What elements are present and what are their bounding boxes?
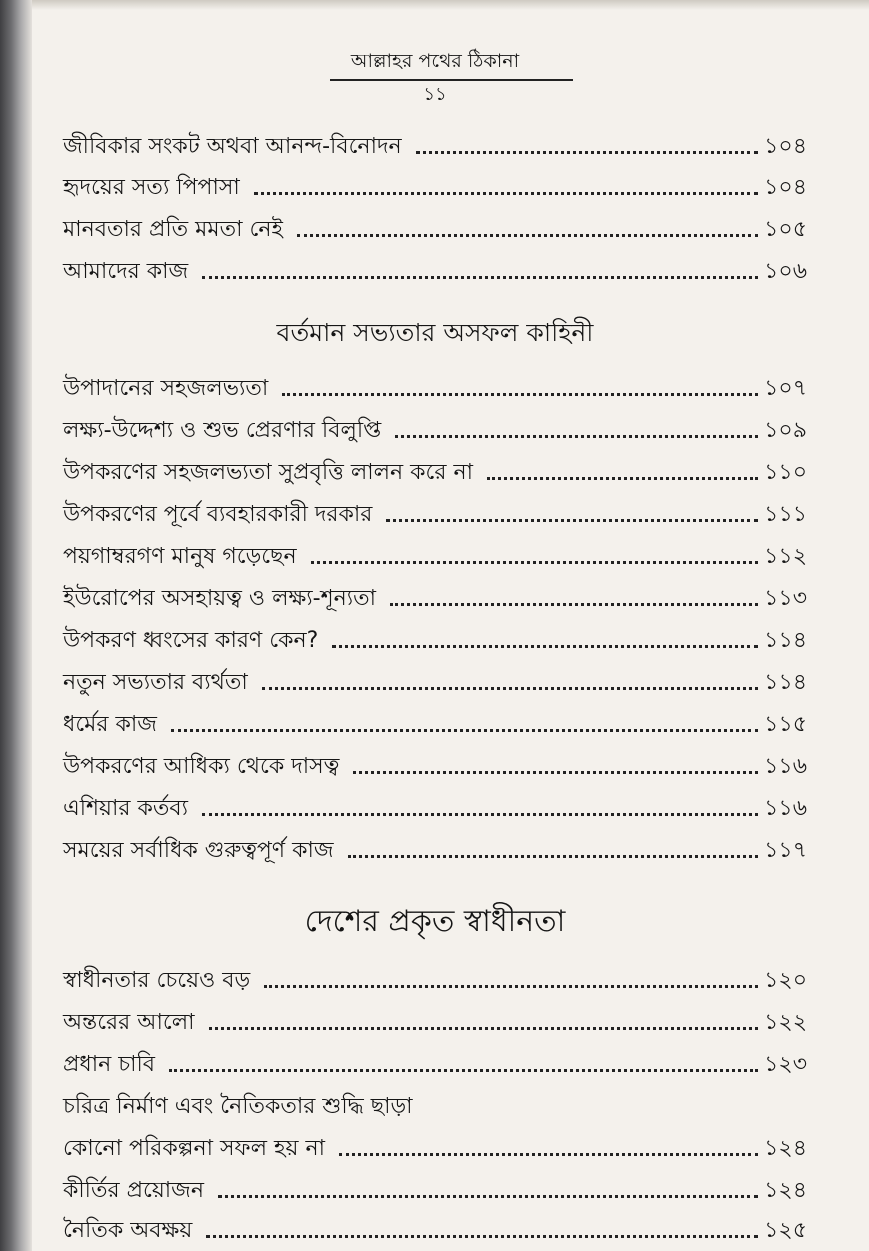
- toc-entry-page: ১১৬: [764, 796, 807, 821]
- toc-entry-page: ১১৭: [764, 838, 807, 863]
- toc-entry-page: ১০৪: [764, 175, 807, 200]
- toc-entry-title: ইউরোপের অসহায়ত্ব ও লক্ষ্য-শূন্যতা: [63, 586, 377, 611]
- section-heading: দেশের প্রকৃত স্বাধীনতা: [304, 904, 566, 939]
- toc-entry-title: এশিয়ার কর্তব্য: [63, 796, 189, 821]
- toc-entry-title: সময়ের সর্বাধিক গুরুত্বপূর্ণ কাজ: [63, 838, 334, 863]
- toc-entry-title: হৃদয়ের সত্য পিপাসা: [63, 175, 240, 200]
- dot-leader: [206, 1235, 758, 1238]
- dot-leader: [202, 276, 758, 279]
- toc-entry: [63, 998, 807, 1038]
- toc-entry-title: লক্ষ্য-উদ্দেশ্য ও শুভ প্রেরণার বিলুপ্তি: [63, 418, 382, 443]
- dot-leader: [339, 1153, 758, 1156]
- toc-entry: [63, 448, 807, 488]
- toc-entry: [63, 616, 807, 656]
- toc-entry: [63, 205, 807, 245]
- toc-entry-title: অন্তরের আলো: [63, 1010, 195, 1035]
- toc-entry-title: মানবতার প্রতি মমতা নেই: [63, 217, 283, 242]
- dot-leader: [395, 435, 758, 438]
- toc-entry-page: ১২৩: [764, 1052, 807, 1077]
- toc-entry-page: ১২৪: [764, 1136, 807, 1161]
- running-head: আল্লাহর পথের ঠিকানা: [350, 50, 520, 72]
- toc-entry: [63, 163, 807, 203]
- toc-entry-title: ধর্মের কাজ: [63, 712, 157, 737]
- toc-entry-title: নৈতিক অবক্ষয়: [63, 1218, 193, 1243]
- toc-entry: [63, 1206, 807, 1246]
- toc-entry-page: ১১৫: [764, 712, 807, 737]
- toc-entry: [63, 956, 807, 996]
- dot-leader: [311, 561, 759, 564]
- toc-entry-first-line: চরিত্র নির্মাণ এবং নৈতিকতার শুদ্ধি ছাড়া: [63, 1094, 413, 1119]
- toc-entry-page: ১২৫: [764, 1218, 807, 1243]
- toc-entry-title: উপকরণের সহজলভ্যতা সুপ্রবৃত্তি লালন করে না: [63, 460, 473, 485]
- dot-leader: [416, 151, 759, 154]
- toc-entry-title: আমাদের কাজ: [63, 259, 189, 284]
- dot-leader: [209, 1027, 759, 1030]
- toc-entry-title: কীর্তির প্রয়োজন: [63, 1178, 204, 1203]
- toc-entry-page: ১২০: [764, 968, 807, 993]
- dot-leader: [282, 393, 758, 396]
- toc-entry-page: ১১১: [764, 502, 807, 527]
- dot-leader: [386, 519, 758, 522]
- toc-entry: [63, 742, 807, 782]
- header-rule: [330, 79, 573, 81]
- dot-leader: [487, 477, 758, 480]
- toc-entry-title: পয়গাম্বরগণ মানুষ গড়েছেন: [63, 544, 297, 569]
- toc-entry-page: ১১৩: [764, 586, 807, 611]
- toc-entry-title: কোনো পরিকল্পনা সফল হয় না: [63, 1136, 325, 1161]
- toc-entry-title: স্বাধীনতার চেয়েও বড়: [63, 968, 251, 993]
- toc-entry: [63, 490, 807, 530]
- toc-entry-title: জীবিকার সংকট অথবা আনন্দ-বিনোদন: [63, 134, 402, 159]
- toc-entry: [63, 1040, 807, 1080]
- toc-entry-title: প্রধান চাবি: [63, 1052, 156, 1077]
- toc-entry: [63, 532, 807, 572]
- toc-entry-page: ১১৬: [764, 754, 807, 779]
- section-heading: বর্তমান সভ্যতার অসফল কাহিনী: [276, 318, 594, 347]
- toc-entry-title: উপকরণ ধ্বংসের কারণ কেন?: [63, 628, 319, 653]
- toc-entry: [63, 700, 807, 740]
- toc-entry: [63, 1166, 807, 1206]
- toc-entry-page: ১০৬: [764, 259, 807, 284]
- toc-entry: [63, 122, 807, 162]
- dot-leader: [254, 192, 758, 195]
- toc-entry: [63, 658, 807, 698]
- dot-leader: [348, 855, 759, 858]
- toc-entry: [63, 1124, 807, 1164]
- dot-leader: [390, 603, 758, 606]
- dot-leader: [171, 729, 758, 732]
- toc-entry: [63, 406, 807, 446]
- toc-entry-title: নতুন সভ্যতার ব্যর্থতা: [63, 670, 248, 695]
- book-page: [55, 0, 815, 1251]
- dot-leader: [332, 645, 758, 648]
- toc-entry: [63, 247, 807, 287]
- dot-leader: [218, 1195, 758, 1198]
- dot-leader: [297, 234, 758, 237]
- page-number: ১১: [423, 84, 447, 105]
- toc-entry: [63, 784, 807, 824]
- toc-entry-page: ১০৯: [764, 418, 807, 443]
- toc-entry: [63, 826, 807, 866]
- book-spine-shadow: [0, 0, 32, 1251]
- toc-entry-page: ১১০: [764, 460, 807, 485]
- toc-entry-page: ১০৪: [764, 134, 807, 159]
- dot-leader: [169, 1069, 758, 1072]
- toc-entry-title: উপকরণের আধিক্য থেকে দাসত্ব: [63, 754, 340, 779]
- toc-entry-page: ১২৪: [764, 1178, 807, 1203]
- dot-leader: [264, 985, 758, 988]
- toc-entry-page: ১০৭: [764, 376, 807, 401]
- toc-entry-page: ১১২: [764, 544, 807, 569]
- toc-entry-page: ১১৪: [764, 628, 807, 653]
- dot-leader: [202, 813, 758, 816]
- toc-entry: [63, 364, 807, 404]
- toc-entry-title: উপকরণের পূর্বে ব্যবহারকারী দরকার: [63, 502, 373, 527]
- toc-entry-page: ১০৫: [764, 217, 807, 242]
- toc-entry-title: উপাদানের সহজলভ্যতা: [63, 376, 269, 401]
- dot-leader: [353, 771, 758, 774]
- toc-entry: [63, 574, 807, 614]
- toc-entry-page: ১১৪: [764, 670, 807, 695]
- toc-entry-page: ১২২: [764, 1010, 807, 1035]
- dot-leader: [262, 687, 758, 690]
